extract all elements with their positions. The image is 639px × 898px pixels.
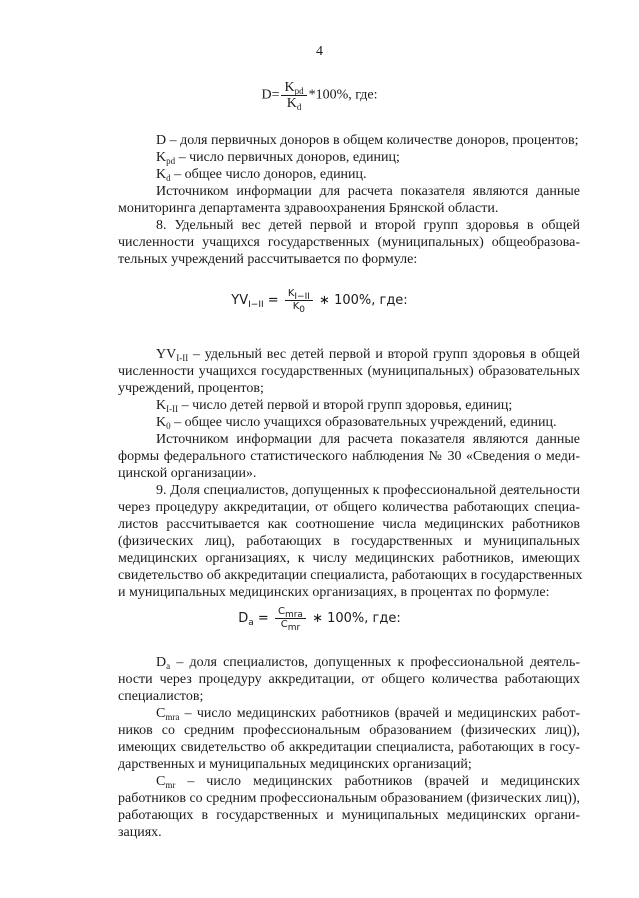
frac-num-sub: pd xyxy=(294,86,304,96)
var-sub: I-II xyxy=(166,404,179,414)
item-9-line-4: (физических лиц), работающих в государственных и муниципальных xyxy=(118,534,580,549)
source-8-line-2: формы федерального статистического наблюдения № 30 «Сведения о меди- xyxy=(118,449,580,464)
formula-lhs: D xyxy=(238,611,249,626)
def-text: – число детей первой и второй групп здоровья, единиц; xyxy=(178,398,513,413)
formula-lhs-sub: I−II xyxy=(248,300,264,310)
var: C xyxy=(156,706,166,721)
item-8-line-3: тельных учреждений рассчитывается по формуле: xyxy=(118,252,418,267)
def-cmr-line-1 xyxy=(118,773,580,790)
item-8-line-2: численности учащихся государственных (муниципальных) общеобразова- xyxy=(118,235,580,250)
var: YV xyxy=(156,347,177,362)
source-7-line-1: Источником информации для расчета показателя являются данные xyxy=(156,184,580,199)
var-sub: 0 xyxy=(166,421,171,431)
var: C xyxy=(156,774,166,789)
def-text: – доля первичных доноров в общем количестве доноров, процентов; xyxy=(166,133,579,148)
formula-lhs: YV xyxy=(231,293,249,308)
formula-da xyxy=(0,606,639,631)
formula-fraction xyxy=(281,80,306,111)
source-8-line-3: цинской организации». xyxy=(118,466,257,481)
formula-yv xyxy=(0,288,639,313)
def-kpd xyxy=(118,149,580,166)
var: K xyxy=(156,415,167,430)
def-cmra-line-1 xyxy=(118,705,580,722)
frac-den-base: C xyxy=(280,619,288,630)
def-text: – общее число доноров, единиц. xyxy=(170,167,367,182)
item-9-line-6: свидетельство об аккредитации специалиста, работающих в государственных xyxy=(118,568,583,583)
frac-den-base: K xyxy=(286,96,297,111)
var-sub: mr xyxy=(165,780,176,790)
def-cmra-line-4: дарственных и муниципальных медицинских организаций; xyxy=(118,757,472,772)
def-text: – число медицинских работников (врачей и медицинских работ- xyxy=(179,706,580,721)
frac-den-sub: mr xyxy=(287,623,301,633)
def-text: – удельный вес детей первой и второй групп здоровья в общей xyxy=(188,347,580,362)
formula-rhs: *100%, где: xyxy=(308,87,378,103)
frac-den-sub: d xyxy=(296,102,302,112)
frac-num-sub: mra xyxy=(284,610,303,620)
def-cmra-line-2: ников со средним профессиональным образованием (физических лиц)), xyxy=(118,723,580,738)
frac-den-base: K xyxy=(292,301,300,312)
var-sub: a xyxy=(166,661,171,671)
page-number: 4 xyxy=(316,44,323,59)
formula-lhs: D= xyxy=(261,87,280,103)
def-d xyxy=(118,132,580,149)
var: K xyxy=(156,398,167,413)
equals: = xyxy=(253,611,273,626)
var-sub: pd xyxy=(166,156,176,166)
frac-num-base: C xyxy=(277,606,285,617)
def-text: – общее число учащихся образовательных учреждений, единиц. xyxy=(170,415,557,430)
var: K xyxy=(156,167,167,182)
def-text: – доля специалистов, допущенных к профессиональной деятель- xyxy=(170,655,580,670)
def-cmra-line-3: имеющих свидетельство об аккредитации специалиста, работающих в госу- xyxy=(118,740,580,755)
def-kd xyxy=(118,166,580,183)
frac-den-sub: 0 xyxy=(299,305,306,315)
var-sub: mra xyxy=(165,712,180,722)
source-7-line-2: мониторинга департамента здравоохранения Брянской области. xyxy=(118,201,499,216)
item-9-line-2: через процедуру аккредитации, от общего количества работающих специа- xyxy=(118,500,580,515)
formula-lhs-sub: a xyxy=(248,618,254,628)
def-cmr-line-3: работающих в государственных и муниципальных медицинских органи- xyxy=(118,808,580,823)
item-9-line-1: 9. Доля специалистов, допущенных к профессиональной деятельности xyxy=(156,483,580,498)
frac-num-base: K xyxy=(287,288,295,299)
formula-rhs: ∗ 100%, где: xyxy=(314,293,408,308)
equals: = xyxy=(263,293,283,308)
item-9-line-3: листов рассчитывается как соотношение числа медицинских работников xyxy=(118,517,580,532)
var: D xyxy=(156,133,167,148)
formula-donors xyxy=(0,80,639,111)
def-cmr-line-2: работников со средним профессиональным образованием (физических лиц)), xyxy=(118,791,581,806)
item-9-line-7: и муниципальных медицинских организациях, в процентах по формуле: xyxy=(118,585,550,600)
def-da-line-2: ности через процедуру аккредитации, от общего количества работающих xyxy=(118,672,580,687)
formula-fraction xyxy=(275,606,306,631)
formula-fraction xyxy=(285,288,313,313)
var: K xyxy=(156,150,167,165)
def-k-i-ii xyxy=(118,397,580,414)
def-yv-line-2: численности учащихся государственных (муниципальных) образовательных xyxy=(118,364,580,379)
item-8-line-1: 8. Удельный вес детей первой и второй групп здоровья в общей xyxy=(156,218,580,233)
var: D xyxy=(156,655,167,670)
var-sub: I-II xyxy=(176,353,189,363)
frac-num-sub: I−II xyxy=(294,292,310,302)
def-text: – число первичных доноров, единиц; xyxy=(175,150,400,165)
def-text: – число медицинских работников (врачей и медицинских xyxy=(175,774,580,789)
var-sub: d xyxy=(166,173,171,183)
def-cmr-line-4: зациях. xyxy=(118,825,162,840)
def-yv-line-3: учреждений, процентов; xyxy=(118,381,264,396)
def-yv-line-1 xyxy=(118,346,580,363)
formula-rhs: ∗ 100%, где: xyxy=(307,611,401,626)
item-9-line-5: медицинских организациях, к числу медицинских работников, имеющих xyxy=(118,551,580,566)
source-8-line-1: Источником информации для расчета показателя являются данные xyxy=(156,432,580,447)
def-da-line-1 xyxy=(118,654,580,671)
def-k0 xyxy=(118,414,580,431)
frac-num-base: K xyxy=(284,80,295,95)
def-da-line-3: специалистов; xyxy=(118,689,204,704)
